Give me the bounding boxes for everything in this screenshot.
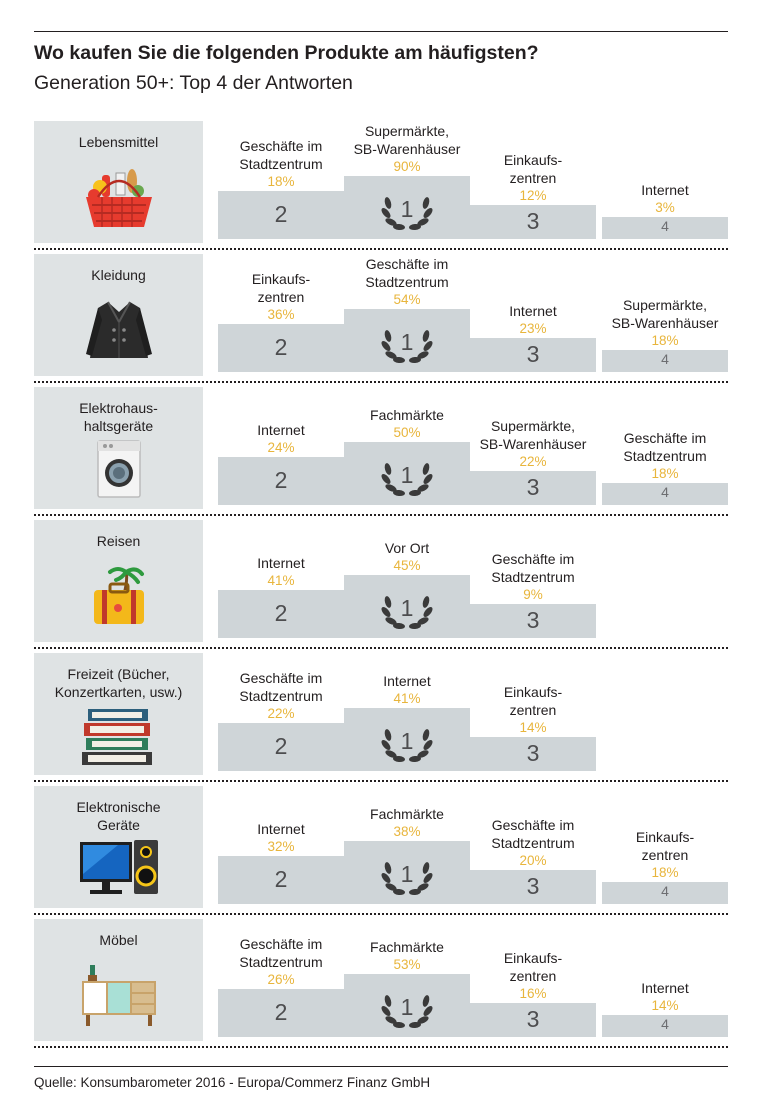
answer-label: Internet — [641, 182, 689, 198]
category-box — [34, 786, 203, 908]
answer-percent: 18% — [651, 466, 679, 481]
rank-number: 2 — [274, 201, 288, 227]
category-label: Reisen — [96, 533, 141, 549]
answer-label: Supermärkte, SB-Warenhäuser — [611, 297, 719, 331]
answer-percent: 36% — [267, 307, 295, 322]
answer-percent: 14% — [651, 998, 679, 1013]
answer-percent: 12% — [519, 188, 547, 203]
rank-number: 2 — [274, 999, 288, 1025]
rank-number: 3 — [526, 474, 540, 500]
category-label: Möbel — [99, 932, 138, 948]
answer-percent: 53% — [393, 957, 421, 972]
answer-label: Geschäfte im Stadtzentrum — [491, 551, 575, 585]
row-divider — [34, 913, 728, 915]
rank-number: 1 — [400, 329, 414, 355]
source-note: Quelle: Konsumbarometer 2016 - Europa/Commerz Finanz GmbH — [34, 1075, 431, 1090]
answer-percent: 22% — [519, 454, 547, 469]
rank-number: 4 — [661, 218, 669, 234]
row-divider — [34, 248, 728, 250]
answer-label: Geschäfte im Stadtzentrum — [239, 138, 323, 172]
rank-number: 4 — [661, 351, 669, 367]
suitcase-palm-icon — [78, 564, 160, 628]
answer-label: Internet — [257, 821, 305, 837]
answer-percent: 90% — [393, 159, 421, 174]
bottom-rule — [34, 1066, 728, 1067]
answer-percent: 38% — [393, 824, 421, 839]
answer-percent: 32% — [267, 839, 295, 854]
sideboard-icon — [78, 963, 160, 1027]
row-divider — [34, 1046, 728, 1048]
answer-percent: 50% — [393, 425, 421, 440]
row-divider — [34, 647, 728, 649]
answer-label: Internet — [257, 555, 305, 571]
washing-machine-icon — [78, 437, 160, 501]
row-divider — [34, 514, 728, 516]
category-box — [34, 121, 203, 243]
category-label: Lebensmittel — [78, 134, 159, 150]
answer-label: Supermärkte, SB-Warenhäuser — [353, 123, 461, 157]
answer-percent: 14% — [519, 720, 547, 735]
answer-label: Geschäfte im Stadtzentrum — [491, 817, 575, 851]
answer-label: Geschäfte im Stadtzentrum — [239, 936, 323, 970]
answer-percent: 20% — [519, 853, 547, 868]
tv-speaker-icon — [78, 836, 160, 900]
answer-percent: 16% — [519, 986, 547, 1001]
rank-number: 1 — [400, 994, 414, 1020]
rank-number: 1 — [400, 462, 414, 488]
answer-label: Vor Ort — [384, 540, 430, 556]
answer-label: Einkaufs- zentren — [503, 152, 563, 186]
answer-percent: 45% — [393, 558, 421, 573]
answer-percent: 3% — [655, 200, 675, 215]
answer-percent: 18% — [651, 865, 679, 880]
category-row — [34, 653, 728, 786]
rank-number: 1 — [400, 196, 414, 222]
answer-percent: 23% — [519, 321, 547, 336]
top-rule — [34, 31, 728, 32]
rank-number: 3 — [526, 740, 540, 766]
category-label: Kleidung — [91, 267, 146, 283]
rank-number: 2 — [274, 866, 288, 892]
answer-label: Supermärkte, SB-Warenhäuser — [479, 418, 587, 452]
category-box — [34, 653, 203, 775]
answer-percent: 54% — [393, 292, 421, 307]
rank-number: 1 — [400, 728, 414, 754]
category-box — [34, 254, 203, 376]
rank-number: 4 — [661, 1016, 669, 1032]
rank-number: 1 — [400, 595, 414, 621]
rank-number: 1 — [400, 861, 414, 887]
rank-number: 2 — [274, 600, 288, 626]
rank-number: 3 — [526, 341, 540, 367]
category-box — [34, 387, 203, 509]
rank-number: 4 — [661, 883, 669, 899]
answer-percent: 22% — [267, 706, 295, 721]
answer-label: Fachmärkte — [370, 806, 444, 822]
answer-label: Geschäfte im Stadtzentrum — [365, 256, 449, 290]
category-label: Freizeit (Bücher, Konzertkarten, usw.) — [54, 666, 183, 700]
category-label: Elektrohaus- haltsgeräte — [79, 400, 158, 434]
category-box — [34, 520, 203, 642]
answer-label: Geschäfte im Stadtzentrum — [239, 670, 323, 704]
coat-icon — [78, 298, 160, 362]
rank-number: 3 — [526, 873, 540, 899]
answer-label: Einkaufs- zentren — [251, 271, 311, 305]
answer-label: Einkaufs- zentren — [635, 829, 695, 863]
rank-number: 3 — [526, 607, 540, 633]
row-divider — [34, 780, 728, 782]
answer-label: Einkaufs- zentren — [503, 684, 563, 718]
category-row — [34, 387, 728, 520]
answer-label: Einkaufs- zentren — [503, 950, 563, 984]
rank-number: 2 — [274, 733, 288, 759]
rank-number: 3 — [526, 1006, 540, 1032]
answer-label: Internet — [383, 673, 431, 689]
rank-number: 4 — [661, 484, 669, 500]
answer-percent: 41% — [393, 691, 421, 706]
rank-number: 2 — [274, 334, 288, 360]
answer-label: Internet — [641, 980, 689, 996]
row-divider — [34, 381, 728, 383]
answer-percent: 9% — [523, 587, 543, 602]
category-row — [34, 121, 728, 254]
answer-label: Geschäfte im Stadtzentrum — [623, 430, 707, 464]
category-row — [34, 254, 728, 387]
answer-percent: 24% — [267, 440, 295, 455]
answer-percent: 18% — [651, 333, 679, 348]
chart-title: Wo kaufen Sie die folgenden Produkte am häufigsten? — [34, 42, 539, 64]
answer-percent: 41% — [267, 573, 295, 588]
category-row — [34, 919, 728, 1052]
category-label: Elektronische Geräte — [76, 799, 161, 833]
answer-label: Fachmärkte — [370, 407, 444, 423]
answer-label: Fachmärkte — [370, 939, 444, 955]
rank-number: 3 — [526, 208, 540, 234]
answer-label: Internet — [509, 303, 557, 319]
rank-number: 2 — [274, 467, 288, 493]
category-box — [34, 919, 203, 1041]
books-icon — [78, 703, 160, 767]
category-row — [34, 786, 728, 919]
shopping-basket-icon — [78, 165, 160, 229]
answer-percent: 26% — [267, 972, 295, 987]
answer-label: Internet — [257, 422, 305, 438]
answer-percent: 18% — [267, 174, 295, 189]
chart-subtitle: Generation 50+: Top 4 der Antworten — [34, 72, 353, 94]
category-row — [34, 520, 728, 653]
